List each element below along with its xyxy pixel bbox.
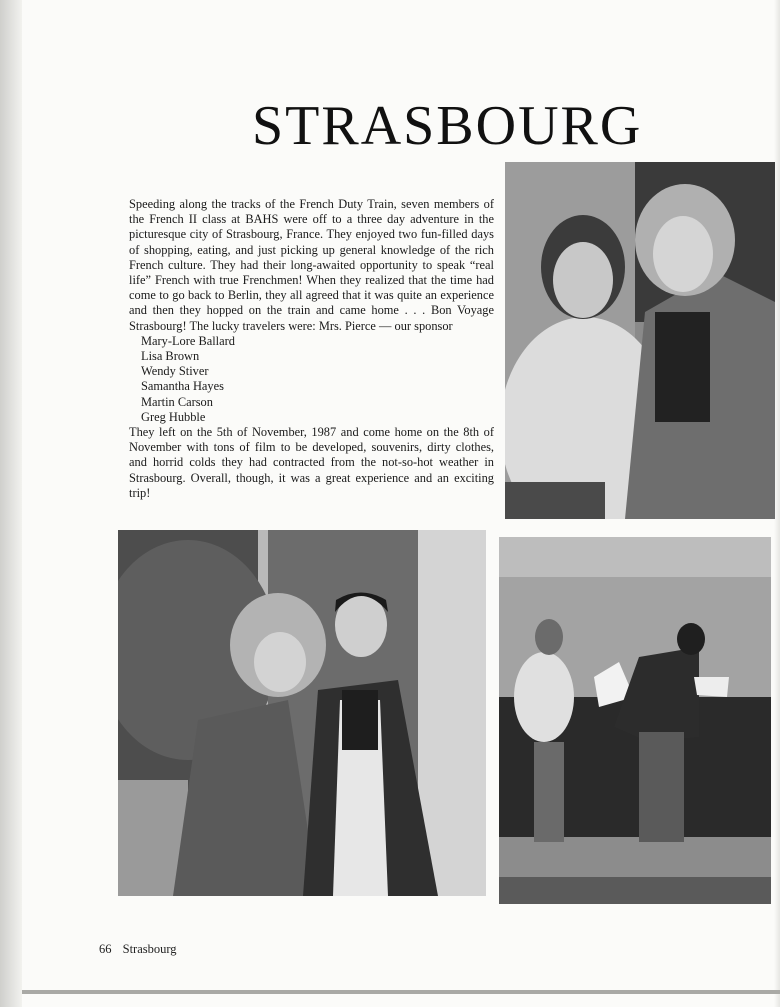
traveler-list bbox=[129, 334, 494, 425]
page-number: 66 bbox=[99, 942, 112, 956]
traveler-name: Wendy Stiver bbox=[141, 364, 209, 379]
page-bottom-edge bbox=[22, 990, 780, 994]
footer-section-name: Strasbourg bbox=[122, 942, 177, 956]
page-title: STRASBOURG bbox=[252, 95, 643, 157]
traveler-name: Martin Carson bbox=[141, 394, 213, 409]
photo-reading-map-image bbox=[499, 537, 771, 904]
photo-couple-at-monument-image bbox=[118, 530, 486, 896]
traveler-name: Mary-Lore Ballard bbox=[141, 333, 235, 348]
closing-paragraph: They left on the 5th of November, 1987 and come home on the 8th of November with tons of film to be developed, souvenirs, dirty clothes, and horrid colds they had contracted from the not-so-hot weather in Strasbourg. Overall, though, it was a great experience and an exciting trip! bbox=[129, 425, 494, 500]
page-binding-shadow bbox=[0, 0, 22, 1007]
photo-two-girls bbox=[505, 162, 775, 519]
intro-paragraph: Speeding along the tracks of the French Duty Train, seven members of the French II class at BAHS were off to a three day adventure in the picturesque city of Strasbourg, France. They enjoyed two fun-filled days of shopping, eating, and just picking up general knowledge of the rich French culture. They had their long-awaited opportunity to speak “real life” French with true Frenchmen! When they realized that the time had come to go back to Berlin, they all agreed that it was quite an experience and then they hopped on the train and came home . . . Bon Voyage Strasbourg! The lucky travelers were: Mrs. Pierce — our sponsor bbox=[129, 197, 494, 333]
traveler-name: Samantha Hayes bbox=[141, 379, 224, 394]
article-body bbox=[129, 197, 494, 501]
traveler-name: Greg Hubble bbox=[141, 409, 206, 424]
photo-two-girls-image bbox=[505, 162, 775, 519]
photo-couple-at-monument bbox=[118, 530, 486, 896]
traveler-name: Lisa Brown bbox=[141, 349, 200, 364]
page-footer bbox=[99, 942, 185, 957]
photo-reading-map bbox=[499, 537, 771, 904]
